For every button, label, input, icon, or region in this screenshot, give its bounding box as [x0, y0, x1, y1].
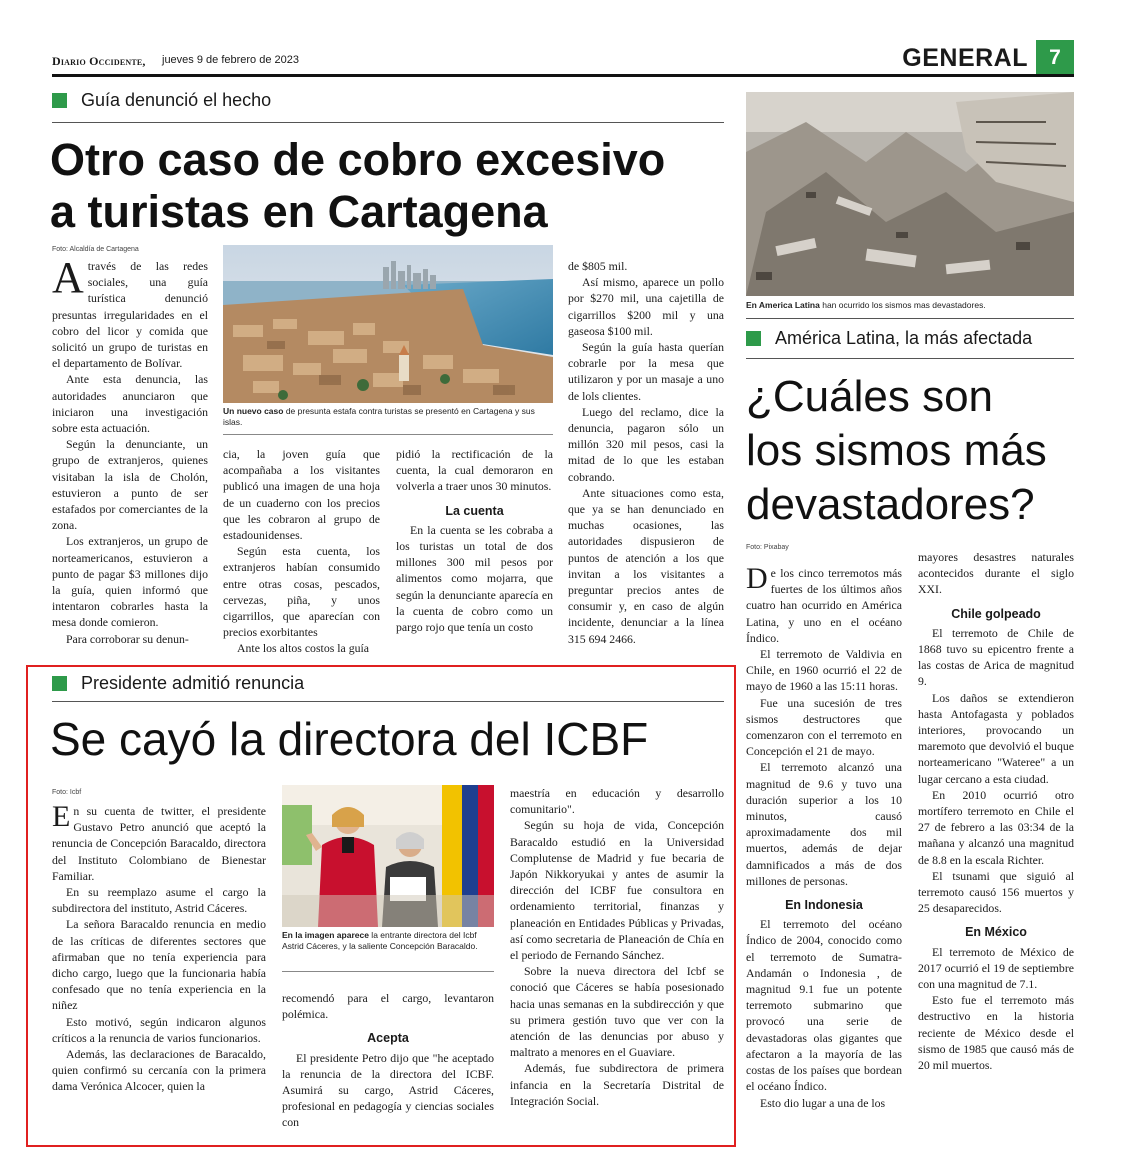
article3-photo-credit: Foto: Icbf	[52, 789, 82, 796]
article2-col2	[918, 549, 1074, 1073]
article1-photo-credit: Foto: Alcaldía de Cartagena	[52, 246, 139, 253]
paragraph: En su reemplazo asume el cargo la subdirectora del instituto, Astrid Cáceres.	[52, 885, 266, 916]
paragraph: Así mismo, aparece un pollo por $270 mil, una cajetilla de cigarrillos $200 mil y una gaseosa $100 mil.	[568, 275, 724, 338]
icbf-photo-illustration	[282, 785, 494, 927]
article3-caption-text: la entrante directora del Icbf Astrid Cáceres, y la saliente Concepción Baracaldo.	[282, 930, 478, 951]
paper-name: Diario Occidente,	[52, 54, 146, 68]
paragraph: Luego del reclamo, dice la denuncia, pagaron sólo un millón 320 mil pesos, casi la mitad de lo que les estaban cobrando.	[568, 404, 724, 484]
article1-dropcap: A	[52, 253, 84, 302]
article1-col4	[568, 258, 724, 647]
article1-col2	[223, 446, 380, 657]
article3-caption	[282, 930, 494, 952]
article2-dropcap: D	[746, 562, 768, 595]
paragraph: El terremoto alcanzó una magnitud de 9.6 y tuvo una duración superior a los 10 minutos, causó aproximadamente dos mil muertos, además de dejar damnificados a más de dos millones de personas.	[746, 760, 902, 888]
article2-col1	[746, 562, 902, 1111]
earthquake-photo	[746, 92, 1074, 296]
cartagena-photo-illustration	[223, 245, 553, 403]
paragraph: través de las redes sociales, una guía turística denunció presuntas irregularidades en el cobro del licor y comida que solicitó un grupo de turistas en el departamento de Bolívar.	[52, 259, 208, 371]
paragraph: recomendó para el cargo, levantaron polémica.	[282, 991, 494, 1022]
paragraph: El terremoto del océano Índico de 2004, conocido como el terremoto de Sumatra-Andamán o Indonesia , de magnitud 9.1 fue un potente terremoto submarino que provocó una serie de devastadoras olas gigantes que afectaron a la mayoría de las costas de los países que bordean el océano Índico.	[746, 917, 902, 1094]
paragraph: Ante esta denuncia, las autoridades anunciaron que iniciaron una investigación sobre esta actuación.	[52, 372, 208, 436]
article1-headline	[50, 134, 730, 238]
issue-date: jueves 9 de febrero de 2023	[162, 54, 299, 66]
paragraph: pidió la rectificación de la cuenta, la cual demoraron en volverla a traer unos 30 minutos.	[396, 447, 553, 494]
paragraph: de $805 mil.	[568, 259, 628, 273]
article2-headline-line1: ¿Cuáles son	[746, 372, 994, 421]
article3-caption-rule	[282, 971, 494, 972]
article2-kicker	[746, 328, 1032, 349]
paragraph: Sobre la nueva directora del Icbf se conoció que Cáceres se había posesionado hacia unas semanas en la subdirección y que su primera gestión tuvo que ver con la atención de las denuncias por abuso y maltrato a menores en el Guaviare.	[510, 964, 724, 1060]
article2-subhead-indonesia: En Indonesia	[785, 898, 863, 913]
article2-kicker-rule	[746, 358, 1074, 359]
article2-subhead-mexico: En México	[965, 925, 1027, 940]
article2-headline-line2: los sismos más	[746, 426, 1047, 475]
article3-caption-bold: En la imagen aparece	[282, 930, 369, 940]
kicker-square-icon	[52, 676, 67, 691]
paragraph: Para corroborar su denun-	[66, 631, 189, 646]
paragraph: El terremoto de Chile de 1868 tuvo su epicentro frente a las costas de Arica de magnitud 9.	[918, 625, 1074, 689]
article2-headline	[746, 370, 1076, 532]
kicker-square-icon	[52, 93, 67, 108]
paragraph: Ante los altos costos la guía	[237, 641, 370, 656]
article3-subhead: Acepta	[367, 1031, 409, 1046]
article2-caption-rule	[746, 318, 1074, 319]
paragraph: mayores desastres naturales acontecidos durante el siglo XXI.	[918, 550, 1074, 597]
article1-subhead: La cuenta	[445, 503, 504, 518]
article2-photo-credit: Foto: Pixabay	[746, 544, 789, 551]
kicker-square-icon	[746, 331, 761, 346]
article3-kicker-rule	[52, 701, 724, 702]
paragraph: En 2010 ocurrió otro mortífero terremoto en Chile el 27 de febrero a las 03:34 de la mañana y alcanzó una magnitud de 8.8 en la escala Richter.	[918, 787, 1074, 867]
paragraph: Según esta cuenta, los extranjeros habían consumido entre otras cosas, pescados, cervezas, piña, y unos cigarrillos, que aparecían con precios exorbitantes	[223, 544, 380, 640]
paragraph: La señora Baracaldo renuncia en medio de las críticas de diferentes sectores que afirmaban que no tenía experiencia para dicho cargo, luego que la funcionaria había confesado que no tenía experiencia en la niñez	[52, 917, 266, 1013]
paragraph: cia, la joven guía que acompañaba a los visitantes publicó una imagen de una hoja de un cuaderno con los precios que les cobraron al grupo de estadounidenses.	[223, 447, 380, 543]
cartagena-photo	[223, 245, 553, 403]
paragraph: El terremoto de México de 2017 ocurrió el 19 de septiembre con una magnitud de 7.1.	[918, 944, 1074, 992]
article1-kicker-text: Guía denunció el hecho	[81, 90, 272, 110]
paragraph: Los extranjeros, un grupo de norteamericanos, estuvieron a punto de pagar $3 millones dijo la guía, quien informó que intentaron cobrarles hasta la mesa donde comieron.	[52, 534, 208, 630]
paragraph: Según su hoja de vida, Concepción Baracaldo estudió en la Universidad Complutense de Madrid y fue becaria de Japón Nikkoryukai y antes de asumir la dirección del ICBF fue consultora en ordenamiento territorial, finanzas y planeación en Entidades Públicas y Privadas, así como secretaria de Planeación de Chía en el periodo de Fernando Sánchez.	[510, 818, 724, 963]
article1-headline-line1: Otro caso de cobro excesivo	[50, 134, 666, 185]
article2-headline-line3: devastadores?	[746, 480, 1035, 529]
article3-headline: Se cayó la directora del ICBF	[50, 713, 649, 765]
article3-col3	[510, 785, 724, 1109]
article2-subhead-chile: Chile golpeado	[951, 606, 1041, 621]
article3-kicker-text: Presidente admitió renuncia	[81, 673, 305, 693]
paragraph: Según la guía hasta querían cobrarle por la mesa que utilizaron y por un masaje a uno de lols clientes.	[568, 340, 724, 403]
article3-col1	[52, 800, 266, 1095]
masthead-rule	[52, 74, 1074, 77]
paragraph: Según la denunciante, un grupo de extranjeros, quienes visitaban la isla de Cholón, estuvieron a punto de ser estafados por comerciantes de la zona.	[52, 437, 208, 533]
paragraph: Además, las declaraciones de Baracaldo, quien confirmó su cercanía con la primera dama Verónica Alcocer, quien la	[52, 1047, 266, 1094]
article1-caption	[223, 406, 553, 428]
article1-col1	[52, 253, 208, 647]
article1-caption-text: de presunta estafa contra turistas se presentó en Cartagena y sus islas.	[223, 406, 535, 427]
article2-kicker-text: América Latina, la más afectada	[775, 328, 1033, 348]
masthead	[52, 44, 1074, 76]
caption-rule	[223, 434, 553, 435]
section-name: GENERAL	[902, 44, 1028, 72]
paragraph: n su cuenta de twitter, el presidente Gustavo Petro anunció que aceptó la renuncia de Concepción Baracaldo, directora del Instituto Colombiano de Bienestar Familiar.	[52, 804, 266, 883]
paragraph: El terremoto de Valdivia en Chile, en 1960 ocurrió el 22 de mayo de 1960 a las 15:11 horas.	[746, 647, 902, 694]
paragraph: Esto dio lugar a una de los	[760, 1095, 886, 1110]
article2-caption-bold: En America Latina	[746, 300, 820, 310]
paragraph: Fue una sucesión de tres sismos destructores que comenzaron con el terremoto en Concepción el 21 de mayo.	[746, 695, 902, 759]
paragraph: Esto fue el terremoto más destructivo en la historia reciente de México desde el sismo de 1985 que causó más de 20 mil muertos.	[918, 993, 1074, 1073]
earthquake-photo-illustration	[746, 92, 1074, 296]
article1-caption-bold: Un nuevo caso	[223, 406, 284, 416]
paragraph: El tsunami que siguió al terremoto causó 156 muertos y 25 desaparecidos.	[918, 868, 1074, 916]
article3-dropcap: E	[52, 800, 71, 833]
paragraph: e los cinco terremotos más fuertes de los últimos años cuatro han ocurrido en América Latina, y uno en el océano Índico.	[746, 566, 902, 645]
article3-col2	[282, 990, 494, 1131]
article1-headline-line2: a turistas en Cartagena	[50, 186, 548, 237]
article2-caption-text: han ocurrido los sismos mas devastadores.	[819, 300, 986, 310]
article1-kicker-rule	[52, 122, 724, 123]
article1-col3	[396, 446, 553, 635]
article1-kicker	[52, 90, 271, 111]
article3-kicker	[52, 673, 304, 694]
paragraph: El presidente Petro dijo que "he aceptado la renuncia de la directora del ICBF. Asumirá su cargo, Astrid Cáceres, profesional en pedagogía y ciencias sociales con	[282, 1050, 494, 1130]
paragraph: Además, fue subdirectora de primera infancia en la Secretaría Distrital de Integración Social.	[510, 1061, 724, 1108]
paragraph: Esto motivó, según indicaron algunos críticos a la renuncia de varios funcionarios.	[52, 1014, 266, 1045]
article2-caption	[746, 300, 1074, 311]
paragraph: Los daños se extendieron hasta Antofagasta y poblados interiores, provocando un maremoto que devolvió el buque norteamericano "Wateree" a un lugar cercano a esta ciudad.	[918, 690, 1074, 786]
paragraph: En la cuenta se les cobraba a los turistas un total de dos millones 300 mil pesos por alimentos como mojarra, que según la denunciante aparecía en la cuenta de cobro como un pargo rojo que tenía un costo	[396, 522, 553, 635]
paragraph: maestría en educación y desarrollo comunitario".	[510, 786, 724, 817]
paragraph: Ante situaciones como esta, que ya se han denunciado en muchas ocasiones, las autoridades dispusieron de puntos de atención a los que invitan a los visitantes a preguntar precios antes de consumir y, en caso de algún incidente, denunciar a la línea 315 694 2466.	[568, 485, 724, 646]
page-number: 7	[1036, 40, 1074, 76]
icbf-photo	[282, 785, 494, 927]
